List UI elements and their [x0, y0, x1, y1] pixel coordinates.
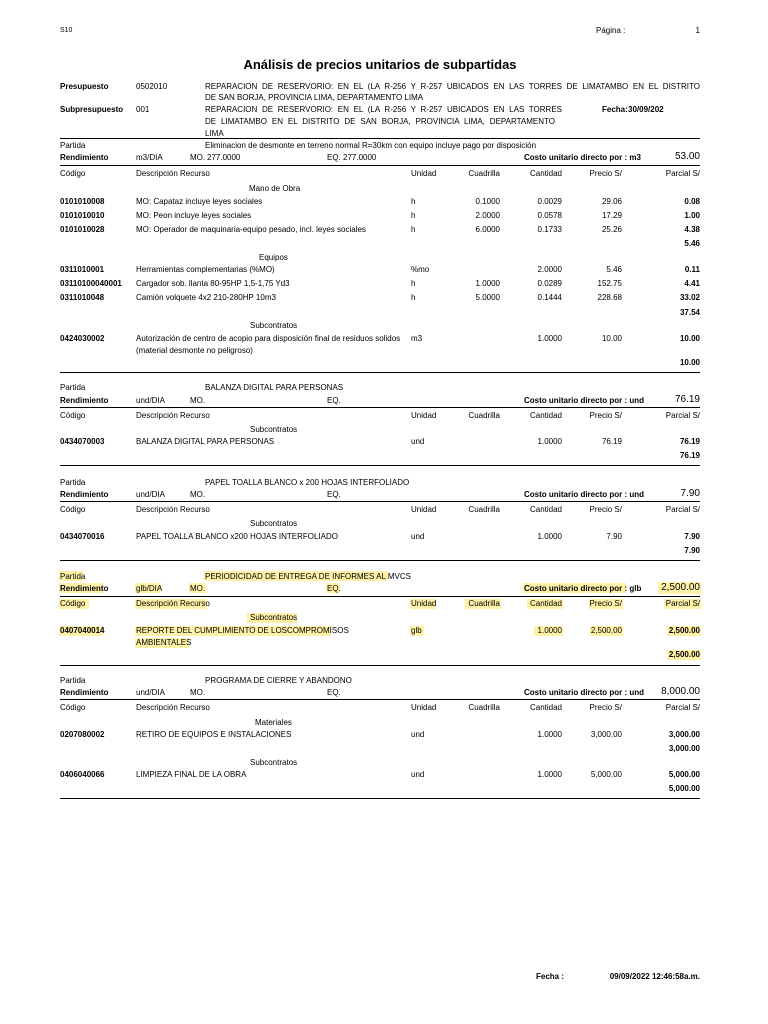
row-unidad: glb [411, 626, 422, 635]
costo-value: 53.00 [674, 151, 700, 162]
row-cuadrilla: 6.0000 [475, 225, 500, 234]
eq-label: EQ. [327, 688, 341, 697]
subpresupuesto-desc-line2: DE LIMATAMBO EN EL DISTRITO DE SAN BORJA, PROVINCIA LIMA, DEPARTAMENTO [205, 117, 555, 126]
col-parcial: Parcial S/ [665, 411, 700, 420]
footer-fecha-label: Fecha : [536, 972, 565, 981]
section-equipos: Equipos [259, 253, 288, 262]
row-precio: 152.75 [597, 279, 622, 288]
col-precio: Precio S/ [589, 703, 622, 712]
col-descripcion: Descripción Recurso [136, 703, 210, 712]
row-desc: REPORTE DEL CUMPLIMIENTO DE LOSCOMPROMISOS [136, 626, 349, 635]
row-cuadrilla: 0.1000 [475, 197, 500, 206]
row-precio: 7.90 [606, 532, 622, 541]
subtotal-subcontratos: 7.90 [684, 546, 700, 555]
col-codigo: Código [60, 505, 86, 514]
row-unidad: h [411, 279, 416, 288]
presupuesto-label: Presupuesto [60, 82, 109, 91]
costo-label: Costo unitario directo por : und [524, 396, 644, 405]
row-cantidad: 0.0289 [537, 279, 562, 288]
mo-value: 277.0000 [207, 153, 241, 162]
row-precio: 2,500.00 [590, 626, 622, 635]
rendimiento-label: Rendimiento [60, 688, 109, 697]
costo-label: Costo unitario directo por : und [524, 490, 644, 499]
row-parcial: 2,500.00 [668, 626, 700, 635]
row-codigo: 0424030002 [60, 334, 105, 343]
col-cantidad: Cantidad [529, 599, 562, 608]
row-parcial: 4.41 [684, 279, 700, 288]
subpresupuesto-desc-line1: REPARACION DE RESERVORIO: EN EL (LA R-256 Y R-257 UBICADOS EN LAS TORRES [205, 105, 562, 114]
col-unidad: Unidad [411, 169, 437, 178]
report-title: Análisis de precios unitarios de subpartidas [243, 57, 517, 72]
divider [60, 465, 700, 466]
footer-fecha: 09/09/2022 12:46:58a.m. [609, 972, 700, 981]
row-desc: Herramientas complementarias (%MO) [136, 265, 275, 274]
row-desc-cont: (material desmonte no peligroso) [136, 346, 253, 355]
presupuesto-desc-line1: REPARACION DE RESERVORIO: EN EL (LA R-256 Y R-257 UBICADOS EN LAS TORRES DE LIMATAMBO EN EL DISTRITO [205, 82, 700, 91]
row-cantidad: 0.0029 [537, 197, 562, 206]
divider [60, 372, 700, 373]
row-precio: 25.26 [601, 225, 622, 234]
section-mano-obra: Mano de Obra [249, 184, 301, 193]
divider [60, 596, 700, 597]
row-parcial: 4.38 [684, 225, 700, 234]
row-desc: MO: Peon incluye leyes sociales [136, 211, 252, 220]
eq-label: EQ. [327, 153, 341, 162]
costo-label: Costo unitario directo por : glb [524, 584, 642, 593]
subtotal-equipos: 37.54 [679, 308, 700, 317]
col-unidad: Unidad [411, 505, 437, 514]
subtotal-subcontratos: 76.19 [679, 451, 700, 460]
costo-value: 7.90 [680, 488, 700, 499]
row-desc-cont: AMBIENTALES [136, 638, 192, 647]
partida-desc: PROGRAMA DE CIERRE Y ABANDONO [205, 676, 352, 685]
row-desc: MO: Capataz incluye leyes sociales [136, 197, 263, 206]
partida-desc: Eliminacion de desmonte en terreno normal R=30km con equipo incluye pago por disposición [205, 141, 537, 150]
row-parcial: 33.02 [679, 293, 700, 302]
row-parcial: 1.00 [684, 211, 700, 220]
row-unidad: und [411, 730, 425, 739]
partida-desc: PERIODICIDAD DE ENTREGA DE INFORMES AL MVCS [205, 572, 411, 581]
col-parcial: Parcial S/ [665, 169, 700, 178]
row-unidad: %mo [411, 265, 430, 274]
row-cantidad: 0.0578 [537, 211, 562, 220]
row-desc: RETIRO DE EQUIPOS E INSTALACIONES [136, 730, 292, 739]
section-subcontratos: Subcontratos [250, 425, 298, 434]
rendimiento-label: Rendimiento [60, 396, 109, 405]
row-precio: 10.00 [601, 334, 622, 343]
costo-value: 76.19 [674, 394, 700, 405]
row-desc: PAPEL TOALLA BLANCO x200 HOJAS INTERFOLIADO [136, 532, 338, 541]
row-parcial: 10.00 [679, 334, 700, 343]
divider [60, 560, 700, 561]
partida-label: Partida [60, 383, 86, 392]
col-cantidad: Cantidad [529, 411, 562, 420]
row-precio: 76.19 [601, 437, 622, 446]
col-cuadrilla: Cuadrilla [468, 703, 500, 712]
divider [60, 798, 700, 799]
row-cantidad: 0.1444 [537, 293, 562, 302]
eq-label: EQ. [327, 490, 341, 499]
col-cantidad: Cantidad [529, 505, 562, 514]
row-unidad: m3 [411, 334, 423, 343]
rendimiento-unit: glb/DIA [136, 584, 163, 593]
presupuesto-desc-line2: DE SAN BORJA, PROVINCIA LIMA, DEPARTAMENTO LIMA [205, 93, 424, 102]
subtotal-materiales: 3,000.00 [668, 744, 700, 753]
col-descripcion: Descripción Recurso [136, 505, 210, 514]
col-parcial: Parcial S/ [665, 505, 700, 514]
fecha-value: 30/09/202 [628, 105, 664, 114]
section-materiales: Materiales [255, 718, 292, 727]
row-cantidad: 2.0000 [537, 265, 562, 274]
row-codigo: 0311010001 [60, 265, 105, 274]
row-precio: 3,000.00 [590, 730, 622, 739]
row-unidad: und [411, 532, 425, 541]
row-codigo: 0101010028 [60, 225, 105, 234]
page-label: Página : [596, 26, 626, 35]
divider [60, 501, 700, 502]
divider [60, 138, 700, 139]
row-precio: 228.68 [597, 293, 622, 302]
row-codigo: 0207080002 [60, 730, 105, 739]
row-desc: Camión volquete 4x2 210-280HP 10m3 [136, 293, 276, 302]
col-descripcion: Descripción Recurso [136, 599, 210, 608]
row-unidad: h [411, 293, 416, 302]
fecha-label: Fecha: [602, 105, 628, 114]
partida-label: Partida [60, 141, 86, 150]
col-unidad: Unidad [411, 599, 437, 608]
row-codigo: 0407040014 [60, 626, 105, 635]
row-parcial: 76.19 [679, 437, 700, 446]
col-precio: Precio S/ [589, 411, 622, 420]
col-precio: Precio S/ [589, 505, 622, 514]
costo-value: 2,500.00 [661, 582, 700, 593]
col-cuadrilla: Cuadrilla [468, 411, 500, 420]
partida-desc: BALANZA DIGITAL PARA PERSONAS [205, 383, 344, 392]
eq-label: EQ. [327, 584, 341, 593]
row-parcial: 0.11 [684, 265, 700, 274]
mo-label: MO. [190, 490, 206, 499]
subpresupuesto-desc-line3: LIMA [205, 129, 224, 138]
row-cantidad: 1.0000 [537, 770, 562, 779]
row-codigo: 0406040066 [60, 770, 105, 779]
eq-value: 277.0000 [343, 153, 377, 162]
mo-label: MO. [190, 688, 206, 697]
row-desc: Autorización de centro de acopio para disposición final de residuos solidos [136, 334, 401, 343]
row-parcial: 0.08 [684, 197, 700, 206]
divider [60, 699, 700, 700]
section-subcontratos: Subcontratos [250, 613, 298, 622]
row-codigo: 0434070003 [60, 437, 105, 446]
col-cuadrilla: Cuadrilla [468, 599, 500, 608]
row-desc: MO: Operador de maquinaria-equipo pesado, incl. leyes sociales [136, 225, 366, 234]
divider [60, 165, 700, 166]
col-cantidad: Cantidad [529, 703, 562, 712]
mo-label: MO. [190, 584, 206, 593]
costo-value: 8,000.00 [661, 686, 700, 697]
row-cantidad: 0.1733 [537, 225, 562, 234]
col-descripcion: Descripción Recurso [136, 411, 210, 420]
row-cantidad: 1.0000 [537, 626, 562, 635]
row-unidad: und [411, 437, 425, 446]
mo-label: MO. [190, 153, 206, 162]
col-codigo: Código [60, 169, 86, 178]
row-cantidad: 1.0000 [537, 437, 562, 446]
rendimiento-unit: und/DIA [136, 688, 165, 697]
costo-label: Costo unitario directo por : und [524, 688, 644, 697]
row-codigo: 03110100040001 [60, 279, 122, 288]
costo-label: Costo unitario directo por : m3 [524, 153, 641, 162]
row-cuadrilla: 1.0000 [475, 279, 500, 288]
rendimiento-label: Rendimiento [60, 490, 109, 499]
row-parcial: 3,000.00 [668, 730, 700, 739]
rendimiento-label: Rendimiento [60, 153, 109, 162]
eq-label: EQ. [327, 396, 341, 405]
col-unidad: Unidad [411, 411, 437, 420]
row-cuadrilla: 5.0000 [475, 293, 500, 302]
page-number: 1 [695, 26, 700, 35]
col-codigo: Código [60, 703, 86, 712]
partida-label: Partida [60, 572, 86, 581]
row-precio: 29.06 [601, 197, 622, 206]
row-codigo: 0434070016 [60, 532, 105, 541]
row-precio: 17.29 [601, 211, 622, 220]
row-desc: BALANZA DIGITAL PARA PERSONAS [136, 437, 275, 446]
subtotal-mano-obra: 5.46 [684, 239, 700, 248]
divider [60, 407, 700, 408]
subpresupuesto-label: Subpresupuesto [60, 105, 124, 114]
col-parcial: Parcial S/ [665, 703, 700, 712]
section-subcontratos: Subcontratos [250, 321, 298, 330]
software-code: S10 [60, 27, 73, 34]
subtotal-subcontratos: 5,000.00 [668, 784, 700, 793]
row-parcial: 7.90 [684, 532, 700, 541]
subpresupuesto-code: 001 [136, 105, 150, 114]
row-cantidad: 1.0000 [537, 334, 562, 343]
subtotal-subcontratos: 10.00 [679, 358, 700, 367]
row-cantidad: 1.0000 [537, 532, 562, 541]
row-unidad: und [411, 770, 425, 779]
row-desc: LIMPIEZA FINAL DE LA OBRA [136, 770, 247, 779]
row-cuadrilla: 2.0000 [475, 211, 500, 220]
row-precio: 5,000.00 [590, 770, 622, 779]
col-cuadrilla: Cuadrilla [468, 169, 500, 178]
col-cuadrilla: Cuadrilla [468, 505, 500, 514]
row-unidad: h [411, 197, 416, 206]
divider [60, 665, 700, 666]
presupuesto-code: 0502010 [136, 82, 168, 91]
row-parcial: 5,000.00 [668, 770, 700, 779]
row-codigo: 0101010010 [60, 211, 105, 220]
rendimiento-unit: und/DIA [136, 490, 165, 499]
row-unidad: h [411, 211, 416, 220]
row-desc: Cargador sob. llanta 80-95HP 1,5-1,75 Yd3 [136, 279, 290, 288]
partida-label: Partida [60, 478, 86, 487]
row-unidad: h [411, 225, 416, 234]
rendimiento-unit: m3/DIA [136, 153, 163, 162]
section-subcontratos: Subcontratos [250, 758, 298, 767]
rendimiento-label: Rendimiento [60, 584, 109, 593]
row-cantidad: 1.0000 [537, 730, 562, 739]
section-subcontratos: Subcontratos [250, 519, 298, 528]
col-codigo: Código [60, 599, 86, 608]
rendimiento-unit: und/DIA [136, 396, 165, 405]
col-parcial: Parcial S/ [665, 599, 700, 608]
partida-desc: PAPEL TOALLA BLANCO x 200 HOJAS INTERFOLIADO [205, 478, 410, 487]
partida-label: Partida [60, 676, 86, 685]
row-codigo: 0311010048 [60, 293, 105, 302]
col-codigo: Código [60, 411, 86, 420]
col-precio: Precio S/ [589, 169, 622, 178]
row-codigo: 0101010008 [60, 197, 105, 206]
col-precio: Precio S/ [589, 599, 622, 608]
col-descripcion: Descripción Recurso [136, 169, 210, 178]
col-cantidad: Cantidad [529, 169, 562, 178]
row-precio: 5.46 [606, 265, 622, 274]
mo-label: MO. [190, 396, 206, 405]
col-unidad: Unidad [411, 703, 437, 712]
subtotal-subcontratos: 2,500.00 [668, 650, 700, 659]
